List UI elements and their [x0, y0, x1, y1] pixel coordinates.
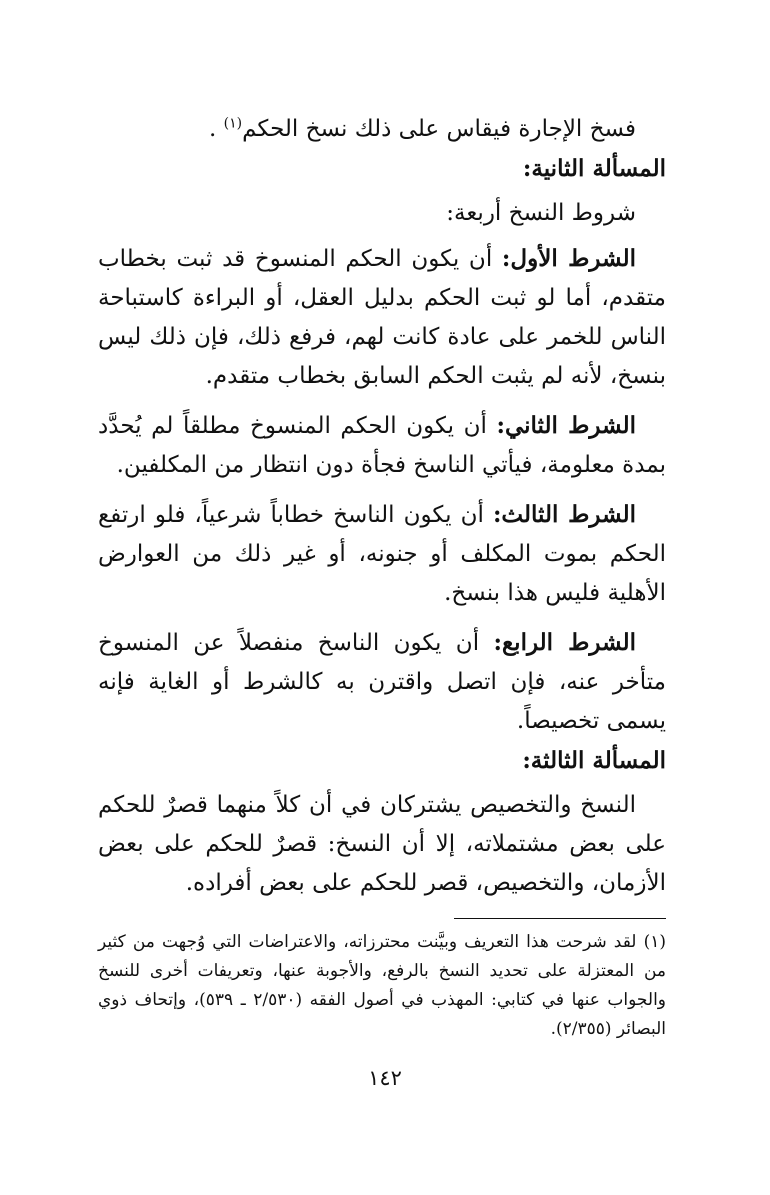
- condition-3-text: أن يكون الناسخ خطاباً شرعياً، فلو ارتفع الحكم بموت المكلف أو جنونه، أو غير ذلك من العوارض الأهلية فليس هذا بنسخ.: [98, 502, 666, 606]
- condition-4-text: أن يكون الناسخ منفصلاً عن المنسوخ متأخر عنه، فإن اتصل واقترن به كالشرط أو الغاية فإنه يسمى تخصيصاً.: [98, 630, 666, 734]
- continuation-end: .: [208, 116, 217, 142]
- condition-4-term: الشرط الرابع:: [493, 629, 636, 656]
- condition-1-term: الشرط الأول:: [501, 245, 637, 272]
- condition-4: [98, 623, 666, 741]
- condition-1: [98, 239, 666, 396]
- condition-3-term: الشرط الثالث:: [492, 501, 637, 528]
- footnote-reference: (١): [223, 115, 243, 132]
- continuation-text: فسخ الإجارة فيقاس على ذلك نسخ الحكم: [242, 116, 636, 142]
- continuation-paragraph: [98, 110, 666, 149]
- condition-3: [98, 495, 666, 613]
- footnote-1-marker: (١): [643, 932, 666, 952]
- page-body: [98, 110, 666, 903]
- page-number: ١٤٢: [368, 1066, 402, 1090]
- footnote-divider: [454, 918, 666, 919]
- issue-3-heading: المسألة الثالثة:: [522, 747, 666, 774]
- footnotes: [98, 928, 666, 1044]
- footnote-1-text: لقد شرحت هذا التعريف وبيَّنت محترزاته، والاعتراضات التي وُجهت من كثير من المعتزلة على تحديد النسخ بالرفع، والأجوبة عنها، وتعريفات أخرى للنسخ والجواب عنها في كتابي: المهذب في أصول الفقه (٢/٥٣٠ ـ ٥٣٩)، وإتحاف ذوي البصائر (٢/٣٥٥).: [98, 932, 667, 1039]
- issue-2-intro: شروط النسخ أربعة:: [446, 200, 636, 226]
- condition-2-term: الشرط الثاني:: [496, 412, 637, 439]
- issue-3-text: النسخ والتخصيص يشتركان في أن كلاً منهما قصرٌ للحكم على بعض مشتملاته، إلا أن النسخ: قصرٌ للحكم على بعض الأزمان، والتخصيص، قصر للحكم على بعض أفراده.: [98, 792, 666, 896]
- issue-2-heading: المسألة الثانية:: [522, 155, 666, 182]
- condition-1-text: أن يكون الحكم المنسوخ قد ثبت بخطاب متقدم، أما لو ثبت الحكم بدليل العقل، أو البراءة كاستباحة الناس للخمر على عادة كانت لهم، فرفع ذلك، فإن ذلك ليس بنسخ، لأنه لم يثبت الحكم السابق بخطاب متقدم.: [98, 246, 666, 389]
- condition-2: [98, 406, 666, 485]
- condition-2-text: أن يكون الحكم المنسوخ مطلقاً لم يُحدَّد بمدة معلومة، فيأتي الناسخ فجأة دون انتظار من المكلفين.: [98, 413, 666, 478]
- footnote-1: [98, 928, 666, 1044]
